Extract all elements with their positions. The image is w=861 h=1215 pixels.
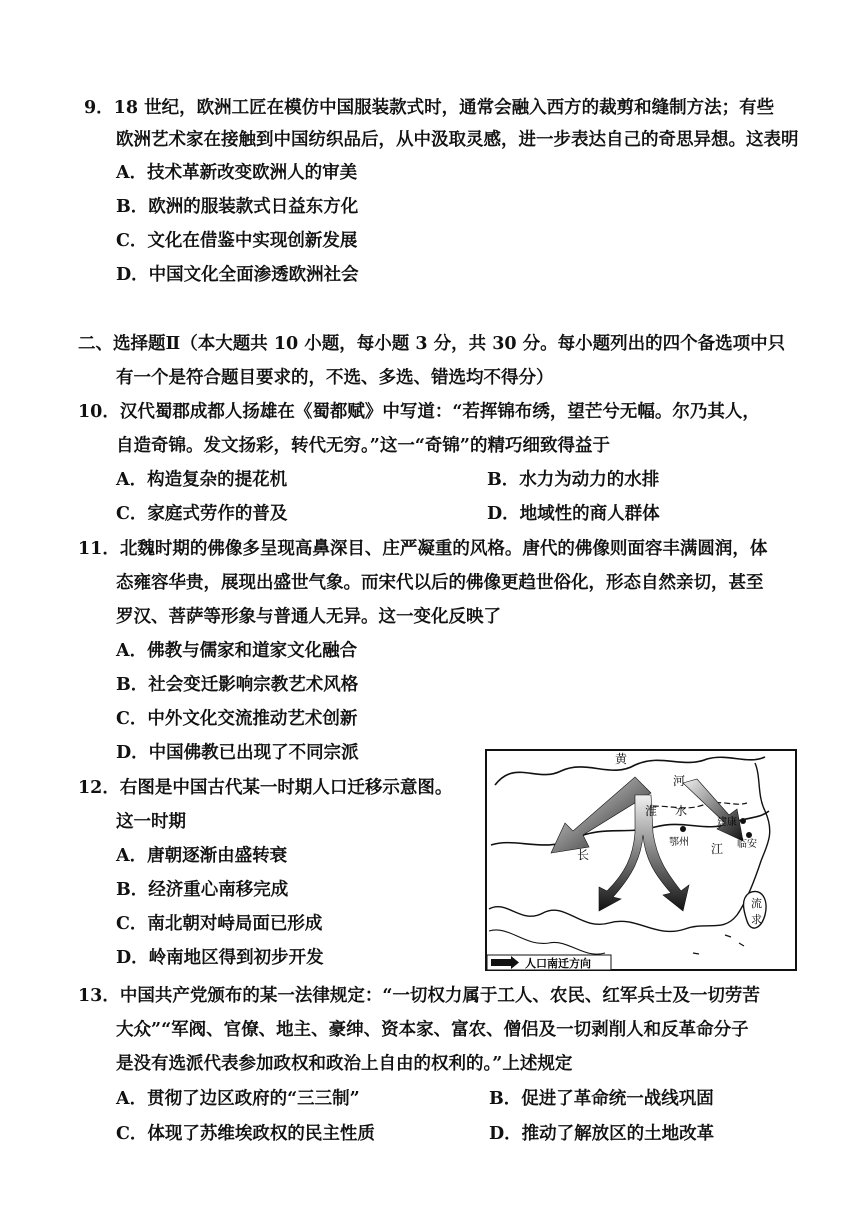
q12-option-c: C．南北朝对峙局面已形成 xyxy=(116,914,323,934)
q10-stem-line1: 10．汉代蜀郡成都人扬雄在《蜀都赋》中写道：“若挥锦布绣，望芒兮无幅。尔乃其人， xyxy=(78,402,760,422)
q13-option-b: B．促进了革命统一战线巩固 xyxy=(489,1089,714,1109)
q9-stem-line2: 欧洲艺术家在接触到中国纺织品后，从中汲取灵感，进一步表达自己的奇思异想。这表明 xyxy=(116,130,799,150)
section2-heading-line1: 二、选择题Ⅱ（本大题共 10 小题，每小题 3 分，共 30 分。每小题列出的四个备选项中只 xyxy=(78,334,786,354)
label-jiankang: 建康 xyxy=(717,817,737,828)
legend-label: 人口南迁方向 xyxy=(525,957,591,970)
section2-heading-line2: 有一个是符合题目要求的，不选、多选、错选均不得分） xyxy=(116,368,554,388)
q9-option-d: D．中国文化全面渗透欧洲社会 xyxy=(116,265,359,285)
label-ezhou: 鄂州 xyxy=(669,837,689,848)
q10-option-c: C．家庭式劳作的普及 xyxy=(116,504,288,524)
label-shui: 水 xyxy=(675,804,688,818)
label-huang: 黄 xyxy=(615,752,628,766)
q11-option-b: B．社会变迁影响宗教艺术风格 xyxy=(116,675,359,695)
city-ezhou-dot xyxy=(680,826,686,832)
q10-option-d: D．地域性的商人群体 xyxy=(487,504,660,524)
q13-stem-line1: 13．中国共产党颁布的某一法律规定：“一切权力属于工人、农民、红军兵士及一切劳苦 xyxy=(78,986,760,1006)
q12-stem-line2: 这一时期 xyxy=(116,812,186,832)
q12-option-b: B．经济重心南移完成 xyxy=(116,880,289,900)
q10-option-b: B．水力为动力的水排 xyxy=(487,470,660,490)
q11-stem-line2: 态雍容华贵，展现出盛世气象。而宋代以后的佛像更趋世俗化，形态自然亲切，甚至 xyxy=(116,573,764,593)
q13-stem-line2: 大众”“军阀、官僚、地主、豪绅、资本家、富农、僧侣及一切剥削人和反革命分子 xyxy=(116,1020,749,1040)
q11-stem-line3: 罗汉、菩萨等形象与普通人无异。这一变化反映了 xyxy=(116,607,501,627)
q9-stem-line1: 9．18 世纪，欧洲工匠在模仿中国服装款式时，通常会融入西方的裁剪和缝制方法；有些 xyxy=(84,98,775,118)
city-jiankang-dot xyxy=(740,818,746,824)
population-migration-map xyxy=(485,749,797,971)
q10-stem-line2: 自造奇锦。发文扬彩，转代无穷。”这一“奇锦”的精巧细致得益于 xyxy=(116,436,610,456)
q13-stem-line3: 是没有选派代表参加政权和政治上自由的权利的。”上述规定 xyxy=(116,1054,573,1074)
q12-option-a: A．唐朝逐渐由盛转衰 xyxy=(116,846,288,866)
q11-option-d: D．中国佛教已出现了不同宗派 xyxy=(116,743,359,763)
label-jiang: 江 xyxy=(711,842,724,856)
city-linan-dot xyxy=(746,832,752,838)
q13-option-c: C．体现了苏维埃政权的民主性质 xyxy=(116,1124,375,1144)
label-chang: 长 xyxy=(577,848,590,862)
q12-option-d: D．岭南地区得到初步开发 xyxy=(116,948,324,968)
q9-option-a: A．技术革新改变欧洲人的审美 xyxy=(116,163,358,183)
q11-option-a: A．佛教与儒家和道家文化融合 xyxy=(116,641,358,661)
q12-stem-line1: 12．右图是中国古代某一时期人口迁移示意图。 xyxy=(78,778,453,798)
q9-option-c: C．文化在借鉴中实现创新发展 xyxy=(116,231,358,251)
label-he: 河 xyxy=(673,774,686,788)
label-huai: 淮 xyxy=(645,804,658,818)
q10-option-a: A．构造复杂的提花机 xyxy=(116,470,288,490)
q9-option-b: B．欧洲的服装款式日益东方化 xyxy=(116,197,359,217)
q13-option-d: D．推动了解放区的土地改革 xyxy=(489,1124,715,1144)
map-svg xyxy=(485,749,797,971)
label-qiu: 求 xyxy=(751,913,762,926)
label-liu: 流 xyxy=(751,897,762,910)
q11-stem-line1: 11．北魏时期的佛像多呈现高鼻深目、庄严凝重的风格。唐代的佛像则面容丰满圆润，体 xyxy=(78,539,768,559)
q13-option-a: A．贯彻了边区政府的“三三制” xyxy=(116,1089,360,1109)
q11-option-c: C．中外文化交流推动艺术创新 xyxy=(116,709,358,729)
label-linan: 临安 xyxy=(737,839,757,850)
